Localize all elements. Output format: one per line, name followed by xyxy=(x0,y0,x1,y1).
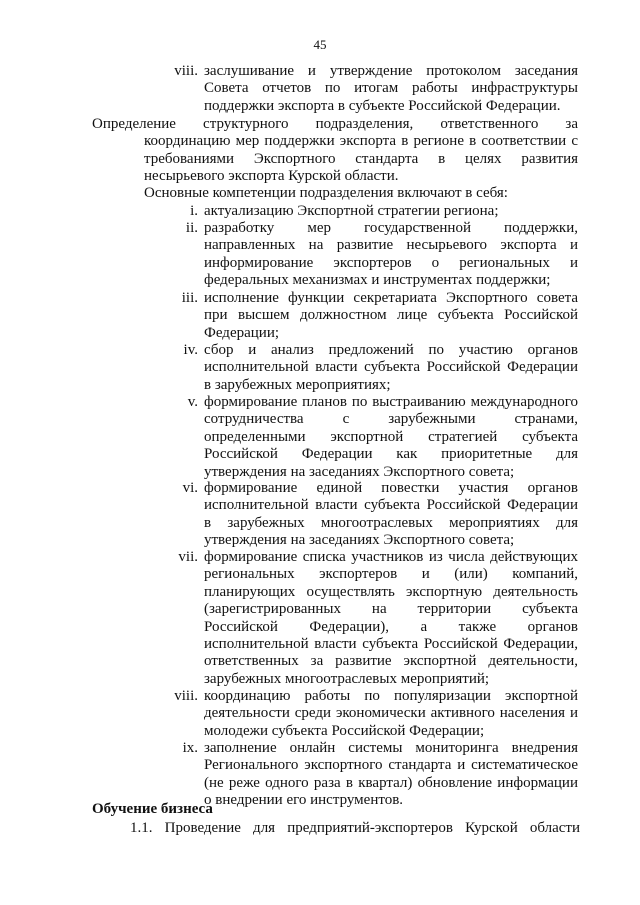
list-item-line: Федерации; xyxy=(204,324,280,341)
list-item-line: региональных экспортеров и (или) компаний, xyxy=(204,566,578,583)
list-marker: viii. xyxy=(174,63,198,79)
subitem-paragraph xyxy=(130,820,580,837)
list-item-line: исполнительной власти субъекта Российской Федерации xyxy=(204,497,578,514)
list-marker: v. xyxy=(187,394,198,410)
list-item-line: направленных на развитие несырьевого экспорта и xyxy=(204,237,578,254)
list-item xyxy=(204,342,578,394)
paragraph-line: Определение структурного подразделения, ответственного за xyxy=(92,116,578,132)
list-item-line: разработку мер государственной поддержки, xyxy=(204,220,578,236)
list-item xyxy=(204,549,578,688)
list-marker: ix. xyxy=(182,740,198,756)
list-item-line: (зарегистрированных на территории субъекта xyxy=(204,601,578,618)
list-item-line: планирующих осуществлять экспортную деятельность xyxy=(204,583,578,600)
list-item xyxy=(204,394,578,481)
list-item-line: утверждения на заседаниях Экспортного совета; xyxy=(204,532,515,549)
list-item-line: в зарубежных мероприятиях; xyxy=(204,376,391,393)
list-item xyxy=(204,688,578,740)
subitem-text: Проведение для предприятий-экспортеров Курской области xyxy=(164,820,581,836)
list-item-line: информирование экспортеров о региональных и xyxy=(204,254,578,271)
subitem-line xyxy=(130,820,580,837)
list-item xyxy=(204,480,578,550)
list-item-line: Российской Федерации), а также органов xyxy=(204,618,578,635)
list-item-line: Российской Федерации как приоритетные для xyxy=(204,446,578,463)
list-marker: vi. xyxy=(182,480,198,496)
list-marker: ii. xyxy=(185,220,198,236)
list-marker: viii. xyxy=(174,688,198,704)
list-item-line: координацию работы по популяризации экспортной xyxy=(204,688,578,704)
section-heading: Обучение бизнеса xyxy=(92,801,213,817)
competencies-intro xyxy=(144,185,578,202)
list-item-line: молодежи субъекта Российской Федерации; xyxy=(204,722,485,739)
list-item-line: сотрудничества с зарубежными странами, xyxy=(204,411,578,428)
list-item-line: определенными экспортной стратегией субъекта xyxy=(204,428,578,445)
list-item-line: при высшем должностном лице субъекта Российской xyxy=(204,307,578,324)
list-item-line: деятельности среди экономически активного населения и xyxy=(204,705,578,722)
list-item-line: (не реже одного раза в квартал) обновление информации xyxy=(204,774,578,791)
list-marker: iv. xyxy=(183,342,198,358)
list-item-line: исполнительной власти субъекта Российской Федерации xyxy=(204,359,578,376)
list-item xyxy=(204,220,578,290)
list-item-line: исполнительной власти субъекта Российской Федерации, xyxy=(204,636,578,653)
list-marker: vii. xyxy=(178,549,198,565)
definition-paragraph xyxy=(92,116,578,186)
list-item-line: о внедрении его инструментов. xyxy=(204,792,404,809)
list-item-line: сбор и анализ предложений по участию органов xyxy=(204,342,578,358)
list-item xyxy=(204,203,578,220)
list-item-line: формирование единой повестки участия органов xyxy=(204,480,578,496)
paragraph-line: Основные компетенции подразделения включают в себя: xyxy=(144,185,508,201)
list-item-line: поддержки экспорта в субъекте Российской Федерации. xyxy=(204,97,561,114)
list-item xyxy=(204,290,578,342)
list-item-line: формирование планов по выстраиванию международного xyxy=(204,394,578,410)
list-item-line: заполнение онлайн системы мониторинга внедрения xyxy=(204,740,578,756)
list-item-line: ответственных за развитие экспортной деятельности, xyxy=(204,653,578,670)
list-item-line: Регионального экспортного стандарта и систематическое xyxy=(204,757,578,774)
list-item-line: исполнение функции секретариата Экспортного совета xyxy=(204,290,578,306)
list-item-line: зарубежных многоотраслевых мероприятий; xyxy=(204,670,490,687)
list-item-line: в зарубежных многоотраслевых мероприятиях для xyxy=(204,514,578,531)
paragraph-line: несырьевого экспорта Курской области. xyxy=(144,168,399,185)
list-item-line: формирование списка участников из числа действующих xyxy=(204,549,578,565)
list-item-line: Совета отчетов по итогам работы инфраструктуры xyxy=(204,80,578,97)
list-item xyxy=(204,63,578,115)
list-marker: i. xyxy=(190,203,198,219)
paragraph-line: координацию мер поддержки экспорта в регионе в соответствии с xyxy=(144,133,578,150)
page-number: 45 xyxy=(313,37,327,52)
list-item-line: федеральных механизмах и инструментах поддержки; xyxy=(204,272,551,289)
subitem-marker: 1.1. xyxy=(130,820,153,836)
list-item-line: актуализацию Экспортной стратегии региона; xyxy=(204,203,499,219)
list-marker: iii. xyxy=(181,290,198,306)
paragraph-line: требованиями Экспортного стандарта в целях развития xyxy=(144,150,578,167)
list-item-line: заслушивание и утверждение протоколом заседания xyxy=(204,63,578,79)
list-item xyxy=(204,740,578,810)
list-item-line: утверждения на заседаниях Экспортного совета; xyxy=(204,463,515,480)
